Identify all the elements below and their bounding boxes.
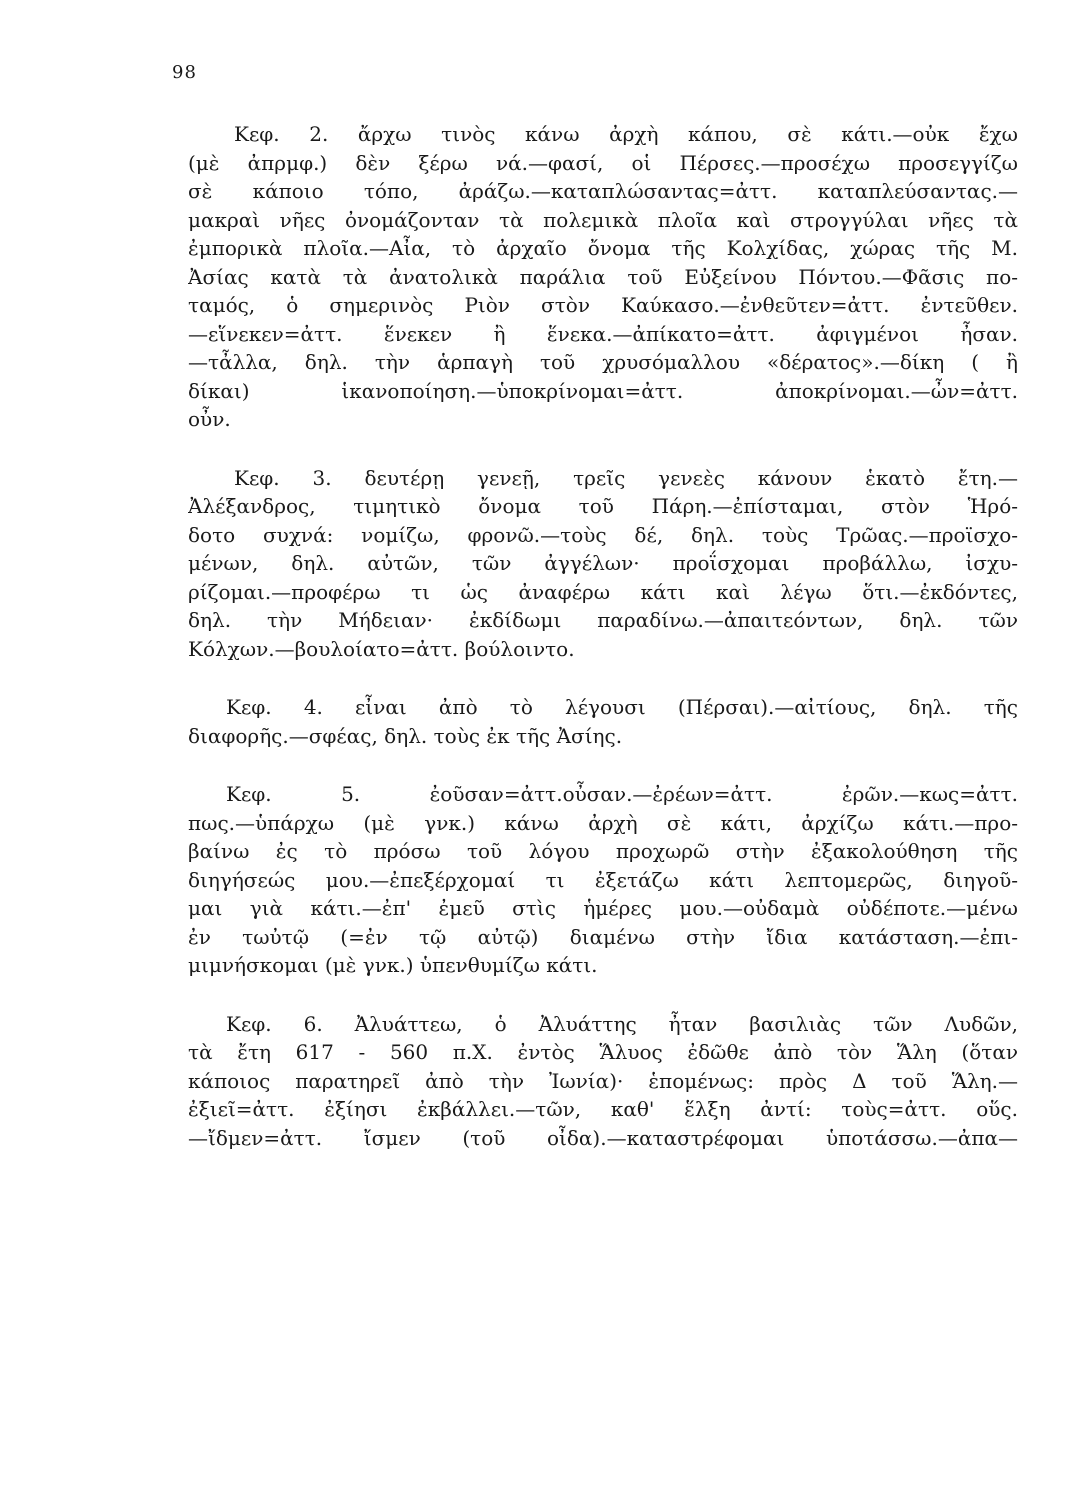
text-line: μακραὶ νῆες ὀνομάζονταν τὰ πολεμικὰ πλοῖα καὶ στρογγύλαι νῆες τὰ: [188, 207, 1018, 232]
text-line: δηλ. τὴν Μήδειαν· ἐκδίδωμι παραδίνω.—ἀπαιτεόντων, δηλ. τῶν: [188, 608, 1018, 632]
text-line: Κόλχων.—βουλοίατο=ἀττ. βούλοιντο.: [188, 636, 575, 661]
text-line: κάποιος παρατηρεῖ ἀπὸ τὴν Ἰωνία)· ἑπομένως: πρὸς Δ τοῦ Ἅλη.—: [188, 1068, 1018, 1093]
text-line: (μὲ ἀπρμφ.) δὲν ξέρω νά.—φασί, οἱ Πέρσες.—προσέχω προσεγγίζω: [188, 150, 1018, 175]
text-line: Κεφ. 5. ἐοῦσαν=ἀττ.οὖσαν.—ἐρέων=ἀττ. ἐρῶν.—κως=ἀττ.: [226, 782, 1018, 806]
text-line: ἐξιεῖ=ἀττ. ἐξίησι ἐκβάλλει.—τῶν, καθ' ἕλξη ἀντί: τοὺς=ἀττ. οὕς.: [188, 1097, 1018, 1121]
text-line: μαι γιὰ κάτι.—ἐπ' ἐμεῦ στὶς ἡμέρες μου.—οὐδαμὰ οὐδέποτε.—μένω: [188, 896, 1018, 920]
text-line: Κεφ. 2. ἄρχω τινὸς κάνω ἀρχὴ κάπου, σὲ κάτι.—οὐκ ἔχω: [234, 122, 1018, 146]
text-line: ταμός, ὁ σημερινὸς Ριὸν στὸν Καύκασο.—ἐνθεῦτεν=ἀττ. ἐντεῦθεν.: [188, 293, 1018, 317]
text-line: τὰ ἔτη 617 - 560 π.Χ. ἐντὸς Ἅλυος ἐδῶθε ἀπὸ τὸν Ἅλη (ὅταν: [188, 1040, 1018, 1064]
paragraph-kef-3: [188, 464, 1018, 664]
paragraph-kef-4: [188, 693, 1018, 750]
paragraph-kef-6: [188, 1010, 1018, 1153]
text-column: [188, 120, 1018, 1178]
text-line: πως.—ὑπάρχω (μὲ γνκ.) κάνω ἀρχὴ σὲ κάτι, ἀρχίζω κάτι.—προ-: [188, 810, 1018, 835]
page-number: 98: [172, 62, 197, 83]
text-line: δοτο συχνά: νομίζω, φρονῶ.—τοὺς δέ, δηλ. τοὺς Τρῶας.—προϊσχο-: [188, 522, 1018, 547]
text-line: Κεφ. 6. Ἀλυάττεω, ὁ Ἀλυάττης ἦταν βασιλιὰς τῶν Λυδῶν,: [226, 1011, 1018, 1036]
text-line: διαφορῆς.—σφέας, δηλ. τοὺς ἐκ τῆς Ἀσίης.: [188, 723, 623, 748]
text-line: Ἀσίας κατὰ τὰ ἀνατολικὰ παράλια τοῦ Εὐξείνου Πόντου.—Φᾶσις πο-: [188, 264, 1018, 289]
paragraph-kef-2: [188, 120, 1018, 434]
text-line: —ἴδμεν=ἀττ. ἴσμεν (τοῦ οἶδα).—καταστρέφομαι ὑποτάσσω.—ἀπα—: [188, 1125, 1018, 1150]
text-line: Κεφ. 3. δευτέρῃ γενεῇ, τρεῖς γενεὲς κάνουν ἑκατὸ ἔτη.—: [234, 465, 1018, 490]
text-line: —εἵνεκεν=ἀττ. ἕνεκεν ἢ ἕνεκα.—ἀπίκατο=ἀττ. ἀφιγμένοι ἦσαν.: [188, 321, 1018, 346]
text-line: διηγήσεώς μου.—ἐπεξέρχομαί τι ἐξετάζω κάτι λεπτομερῶς, διηγοῦ-: [188, 867, 1018, 892]
text-line: οὖν.: [188, 407, 231, 431]
text-line: ἐν τωὐτῷ (=ἐν τῷ αὐτῷ) διαμένω στὴν ἴδια κατάσταση.—ἐπι-: [188, 924, 1018, 949]
text-line: Ἀλέξανδρος, τιμητικὸ ὄνομα τοῦ Πάρη.—ἐπίσταμαι, στὸν Ἡρό-: [188, 494, 1018, 518]
text-line: Κεφ. 4. εἶναι ἀπὸ τὸ λέγουσι (Πέρσαι).—αἰτίους, δηλ. τῆς: [226, 695, 1018, 719]
text-line: μιμνήσκομαι (μὲ γνκ.) ὑπενθυμίζω κάτι.: [188, 953, 598, 977]
text-line: δίκαι) ἱκανοποίηση.—ὑποκρίνομαι=ἀττ. ἀποκρίνομαι.—ὦν=ἀττ.: [188, 378, 1018, 403]
text-line: ἐμπορικὰ πλοῖα.—Αἶα, τὸ ἀρχαῖο ὄνομα τῆς Κολχίδας, χώρας τῆς Μ.: [188, 236, 1018, 260]
text-line: βαίνω ἐς τὸ πρόσω τοῦ λόγου προχωρῶ στὴν ἐξακολούθηση τῆς: [188, 839, 1018, 863]
text-line: —τἆλλα, δηλ. τὴν ἁρπαγὴ τοῦ χρυσόμαλλου «δέρατος».—δίκη ( ἢ: [188, 350, 1018, 374]
text-line: μένων, δηλ. αὐτῶν, τῶν ἀγγέλων· προΐσχομαι προβάλλω, ἰσχυ-: [188, 551, 1018, 575]
paragraph-kef-5: [188, 780, 1018, 980]
text-line: ρίζομαι.—προφέρω τι ὡς ἀναφέρω κάτι καὶ λέγω ὅτι.—ἐκδόντες,: [188, 579, 1018, 604]
text-line: σὲ κάποιο τόπο, ἀράζω.—καταπλώσαντας=ἀττ. καταπλεύσαντας.—: [188, 179, 1018, 203]
